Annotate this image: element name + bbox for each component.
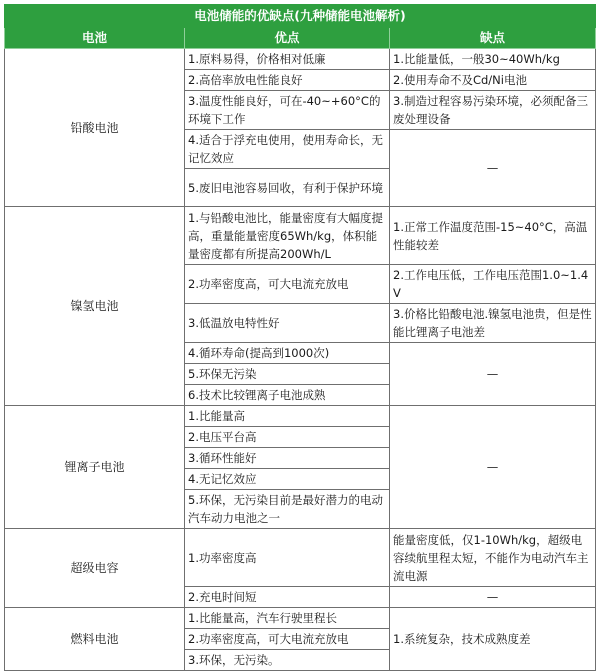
pro-item: 1.原料易得，价格相对低廉 (185, 49, 390, 70)
header-battery: 电池 (5, 28, 185, 49)
battery-name-nimh: 镍氢电池 (5, 207, 185, 406)
pro-item: 2.功率密度高，可大电流充放电 (185, 265, 390, 304)
pro-item: 1.功率密度高 (185, 529, 390, 587)
header-cons: 缺点 (390, 28, 596, 49)
con-item: 能量密度低，仅1-10Wh/kg，超级电容续航里程太短，不能作为电动汽车主流电源 (390, 529, 596, 587)
pro-item: 6.技术比较锂离子电池成熟 (185, 385, 390, 406)
pro-item: 2.电压平台高 (185, 427, 390, 448)
battery-name-fuel-cell: 燃料电池 (5, 608, 185, 671)
pro-item: 5.环保无污染 (185, 364, 390, 385)
pro-item: 3.低温放电特性好 (185, 304, 390, 343)
battery-comparison-table (4, 4, 596, 671)
table-title: 电池储能的优缺点(九种储能电池解析) (5, 5, 596, 28)
pro-item: 3.循环性能好 (185, 448, 390, 469)
pro-item: 4.无记忆效应 (185, 469, 390, 490)
con-empty: — (390, 406, 596, 529)
con-empty: — (390, 587, 596, 608)
con-item: 1.比能量低，一般30~40Wh/kg (390, 49, 596, 70)
table-row (5, 207, 596, 265)
battery-name-lead-acid: 铅酸电池 (5, 49, 185, 207)
con-item: 2.使用寿命不及Cd/Ni电池 (390, 70, 596, 91)
pro-item: 1.与铅酸电池比，能量密度有大幅度提高，重量能量密度65Wh/kg，体积能量密度都有所提高200Wh/L (185, 207, 390, 265)
pro-item: 5.环保，无污染目前是最好潜力的电动汽车动力电池之一 (185, 490, 390, 529)
table-row (5, 529, 596, 587)
pro-item: 2.充电时间短 (185, 587, 390, 608)
con-item: 2.工作电压低，工作电压范围1.0~1.4V (390, 265, 596, 304)
pro-item: 4.循环寿命(提高到1000次) (185, 343, 390, 364)
pro-item: 3.温度性能良好，可在-40~+60°C的环境下工作 (185, 91, 390, 130)
header-pros: 优点 (185, 28, 390, 49)
con-item: 1.系统复杂，技术成熟度差 (390, 608, 596, 671)
pro-item: 3.环保，无污染。 (185, 650, 390, 671)
pro-item: 2.高倍率放电性能良好 (185, 70, 390, 91)
con-empty: — (390, 130, 596, 207)
con-empty: — (390, 343, 596, 406)
table-row (5, 49, 596, 70)
pro-item: 1.比能量高，汽车行驶里程长 (185, 608, 390, 629)
pro-item: 1.比能量高 (185, 406, 390, 427)
title-row (5, 5, 596, 28)
pro-item: 5.废旧电池容易回收，有利于保护环境 (185, 169, 390, 207)
header-row (5, 28, 596, 49)
battery-name-supercapacitor: 超级电容 (5, 529, 185, 608)
con-item: 3.价格比铅酸电池.镍氢电池贵，但是性能比锂离子电池差 (390, 304, 596, 343)
table-row (5, 608, 596, 629)
pro-item: 4.适合于浮充电使用，使用寿命长，无记忆效应 (185, 130, 390, 169)
con-item: 1.正常工作温度范围-15~40°C，高温性能较差 (390, 207, 596, 265)
battery-name-li-ion: 锂离子电池 (5, 406, 185, 529)
pro-item: 2.功率密度高，可大电流充放电 (185, 629, 390, 650)
con-item: 3.制造过程容易污染环境，必须配备三废处理设备 (390, 91, 596, 130)
table-row (5, 406, 596, 427)
